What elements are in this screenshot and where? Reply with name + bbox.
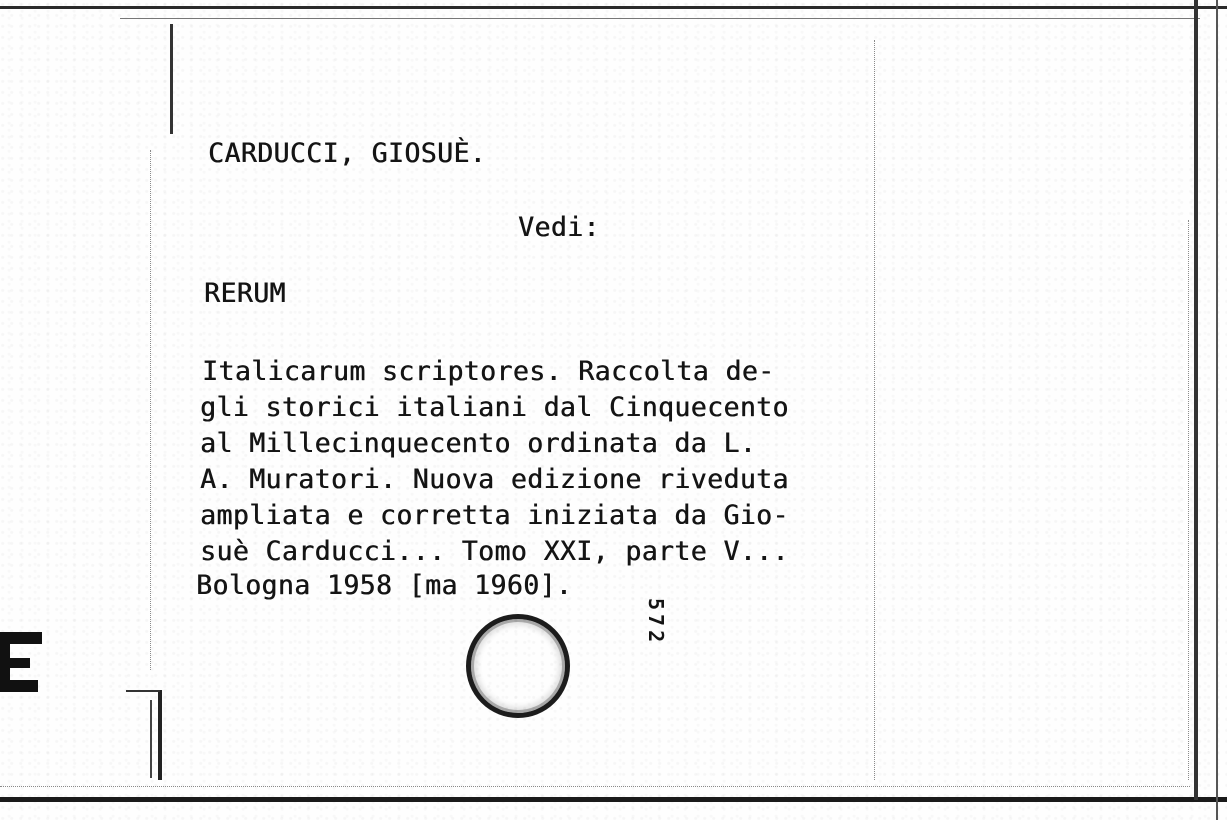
inner-dotted-guide (874, 40, 875, 780)
left-dotted-guide (150, 150, 151, 670)
see-label: Vedi: (518, 212, 600, 243)
body-line: gli storici italiani dal Cinquecento (200, 392, 789, 423)
left-frame-edge (170, 24, 173, 134)
left-bottom-bracket-2 (150, 700, 152, 778)
body-line: A. Muratori. Nuova edizione riveduta (200, 464, 789, 495)
right-frame-edge (1194, 0, 1198, 800)
body-line: ampliata e corretta iniziata da Gio- (200, 500, 789, 531)
margin-number: 572 (644, 598, 668, 647)
far-right-frame-edge (1216, 0, 1218, 820)
entry-keyword: RERUM (204, 278, 286, 309)
left-bottom-bracket-tick (126, 690, 160, 692)
body-line: suè Carducci... Tomo XXI, parte V... (200, 536, 789, 567)
library-stamp-ring-icon (466, 614, 570, 718)
bottom-dotted-guide (0, 786, 1190, 787)
top-frame-edge-inner (120, 18, 1200, 19)
card-tab-f-mark-icon (0, 632, 42, 692)
top-frame-edge (0, 6, 1227, 9)
right-dotted-guide (1188, 220, 1189, 780)
card-heading: CARDUCCI, GIOSUÈ. (208, 138, 487, 169)
body-line: al Millecinquecento ordinata da L. (200, 428, 757, 459)
body-line: Bologna 1958 [ma 1960]. (196, 570, 573, 601)
bottom-frame-edge (0, 797, 1227, 802)
left-bottom-bracket (158, 690, 162, 780)
body-line: Italicarum scriptores. Raccolta de- (202, 356, 775, 387)
